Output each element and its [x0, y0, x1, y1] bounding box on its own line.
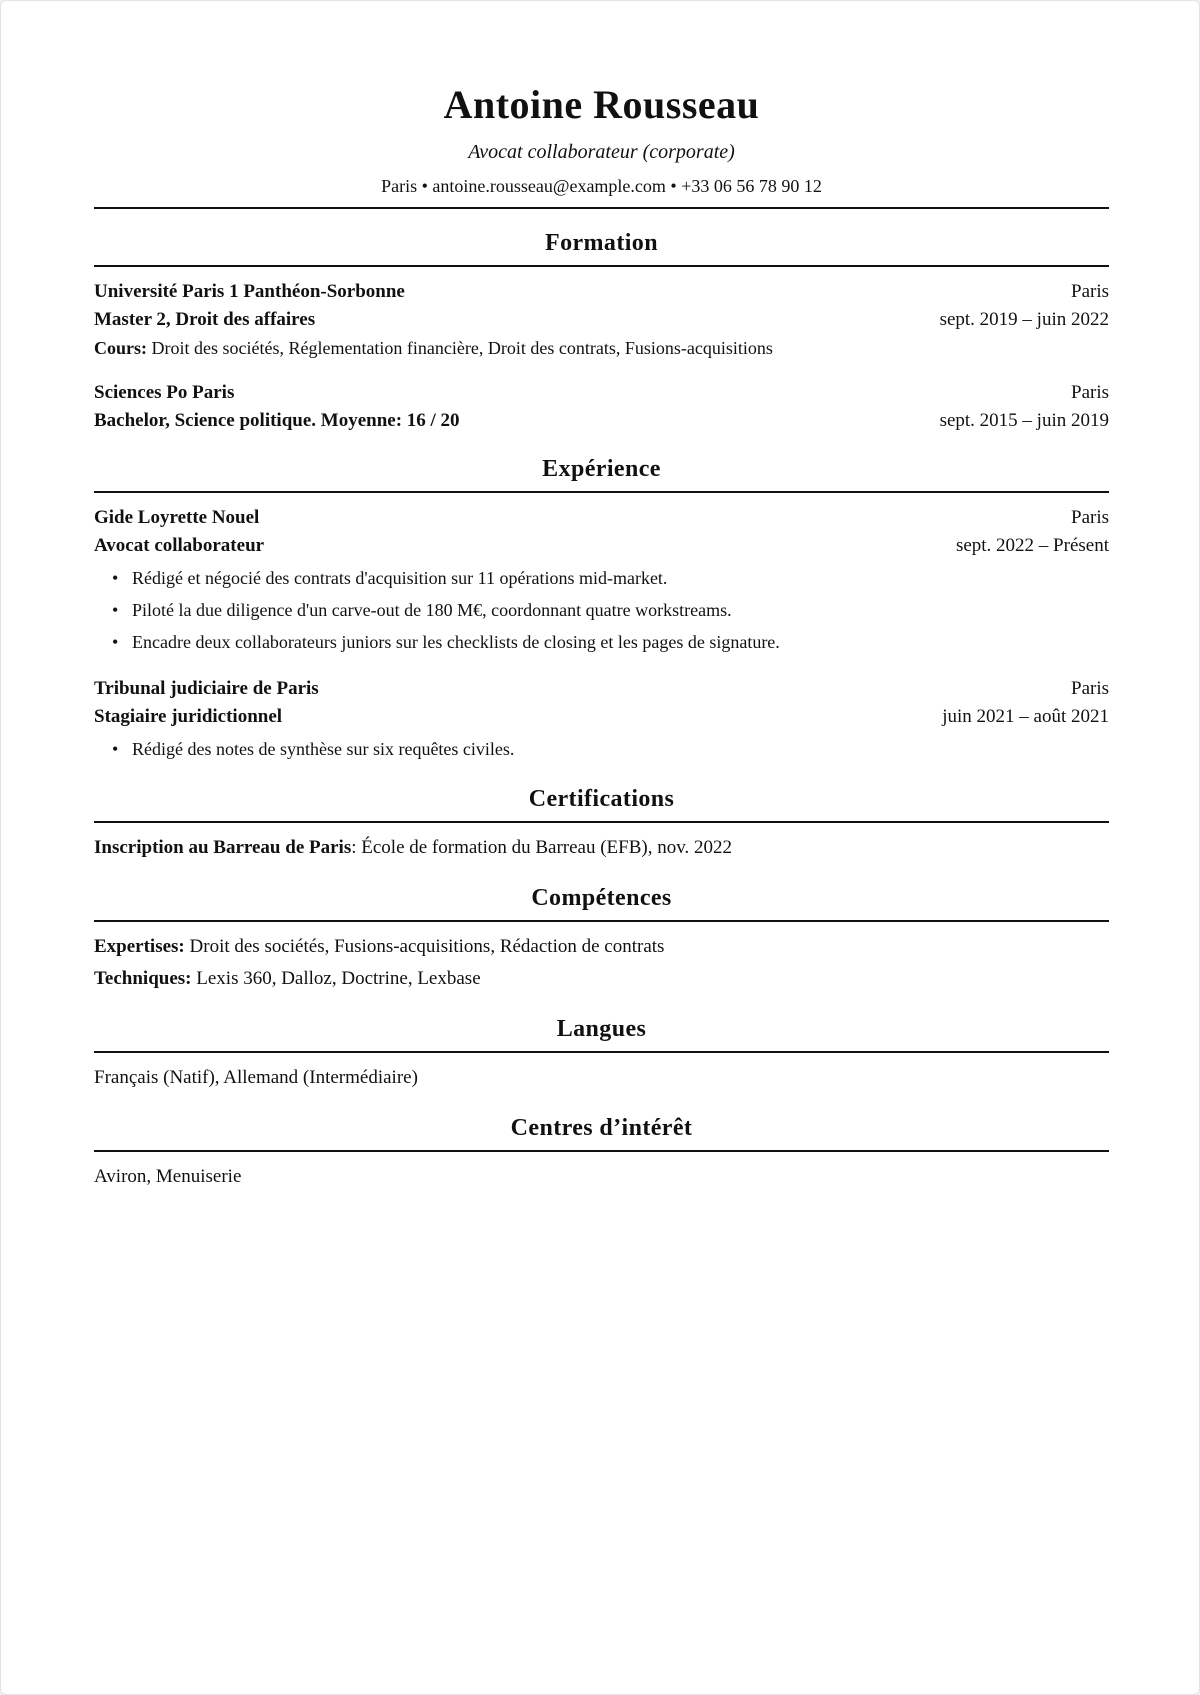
experience-entry — [94, 675, 1109, 765]
candidate-title: Avocat collaborateur (corporate) — [468, 141, 735, 163]
achievement-list — [94, 733, 1109, 765]
skills-expertises-label: Expertises: — [94, 936, 185, 957]
job-dates: sept. 2022 – Présent — [955, 535, 1109, 556]
experience-header — [94, 504, 1109, 532]
experience-header — [94, 675, 1109, 703]
section-divider — [94, 265, 1109, 267]
section-divider — [94, 1150, 1109, 1152]
courses-label: Cours: — [94, 338, 147, 358]
experience-role-row — [94, 532, 1109, 560]
job-role: Avocat collaborateur — [94, 535, 265, 556]
education-entry — [94, 278, 1109, 362]
experience-role-row — [94, 703, 1109, 731]
achievement-item: • Piloté la due diligence d'un carve-out de 180 M€, coordonnant quatre workstreams. — [94, 594, 1109, 626]
certification-line — [94, 832, 1109, 864]
courses-list: Droit des sociétés, Réglementation financière, Droit des contrats, Fusions-acquisitions — [151, 338, 773, 358]
company-location: Paris — [1071, 678, 1109, 699]
education-header — [94, 278, 1109, 306]
languages-line: Français (Natif), Allemand (Intermédiaire) — [94, 1067, 418, 1088]
section-title-langues: Langues — [556, 1016, 647, 1042]
degree: Master 2, Droit des affaires — [94, 309, 316, 330]
job-dates: juin 2021 – août 2021 — [942, 706, 1109, 727]
job-role: Stagiaire juridictionnel — [94, 706, 283, 727]
section-title-competences: Compétences — [531, 885, 672, 911]
section-divider — [94, 1051, 1109, 1053]
school-location: Paris — [1071, 281, 1109, 302]
school-name: Sciences Po Paris — [94, 382, 235, 403]
experience-entry — [94, 504, 1109, 658]
courses-line — [94, 334, 1109, 362]
skills-techniques-line — [94, 963, 1109, 995]
certification-name: Inscription au Barreau de Paris — [94, 837, 352, 858]
company-location: Paris — [1071, 507, 1109, 528]
education-dates: sept. 2019 – juin 2022 — [939, 309, 1109, 330]
skills-techniques: Lexis 360, Dalloz, Doctrine, Lexbase — [191, 968, 481, 989]
section-divider — [94, 920, 1109, 922]
education-dates: sept. 2015 – juin 2019 — [939, 410, 1109, 431]
company-name: Gide Loyrette Nouel — [94, 507, 260, 528]
achievement-item: • Rédigé et négocié des contrats d'acquisition sur 11 opérations mid-market. — [94, 562, 1109, 594]
certification-detail: : École de formation du Barreau (EFB), nov. 2022 — [351, 837, 732, 858]
achievement-list — [94, 562, 1109, 658]
achievement-item: • Encadre deux collaborateurs juniors sur les checklists de closing et les pages de signature. — [94, 626, 1109, 658]
achievement-item: • Rédigé des notes de synthèse sur six requêtes civiles. — [94, 733, 1109, 765]
company-name: Tribunal judiciaire de Paris — [94, 678, 319, 699]
candidate-name: Antoine Rousseau — [443, 82, 760, 127]
section-divider — [94, 821, 1109, 823]
skills-expertises: Droit des sociétés, Fusions-acquisitions, Rédaction de contrats — [184, 936, 665, 957]
section-title-certifications: Certifications — [528, 786, 675, 812]
education-degree-row — [94, 306, 1109, 334]
skills-expertises-line — [94, 931, 1109, 963]
degree: Bachelor, Science politique. Moyenne: 16 / 20 — [94, 410, 460, 431]
contact-line: Paris • antoine.rousseau@example.com • +33 06 56 78 90 12 — [381, 176, 822, 196]
skills-techniques-label: Techniques: — [94, 968, 192, 989]
education-degree-row — [94, 407, 1109, 435]
section-title-formation: Formation — [545, 230, 658, 256]
section-title-interets: Centres d’intérêt — [510, 1115, 693, 1141]
education-entry — [94, 379, 1109, 435]
interests-line: Aviron, Menuiserie — [94, 1166, 242, 1187]
education-header — [94, 379, 1109, 407]
section-title-experience: Expérience — [542, 456, 661, 482]
resume-content — [94, 81, 1109, 1193]
section-divider — [94, 491, 1109, 493]
school-name: Université Paris 1 Panthéon-Sorbonne — [94, 281, 405, 302]
school-location: Paris — [1071, 382, 1109, 403]
